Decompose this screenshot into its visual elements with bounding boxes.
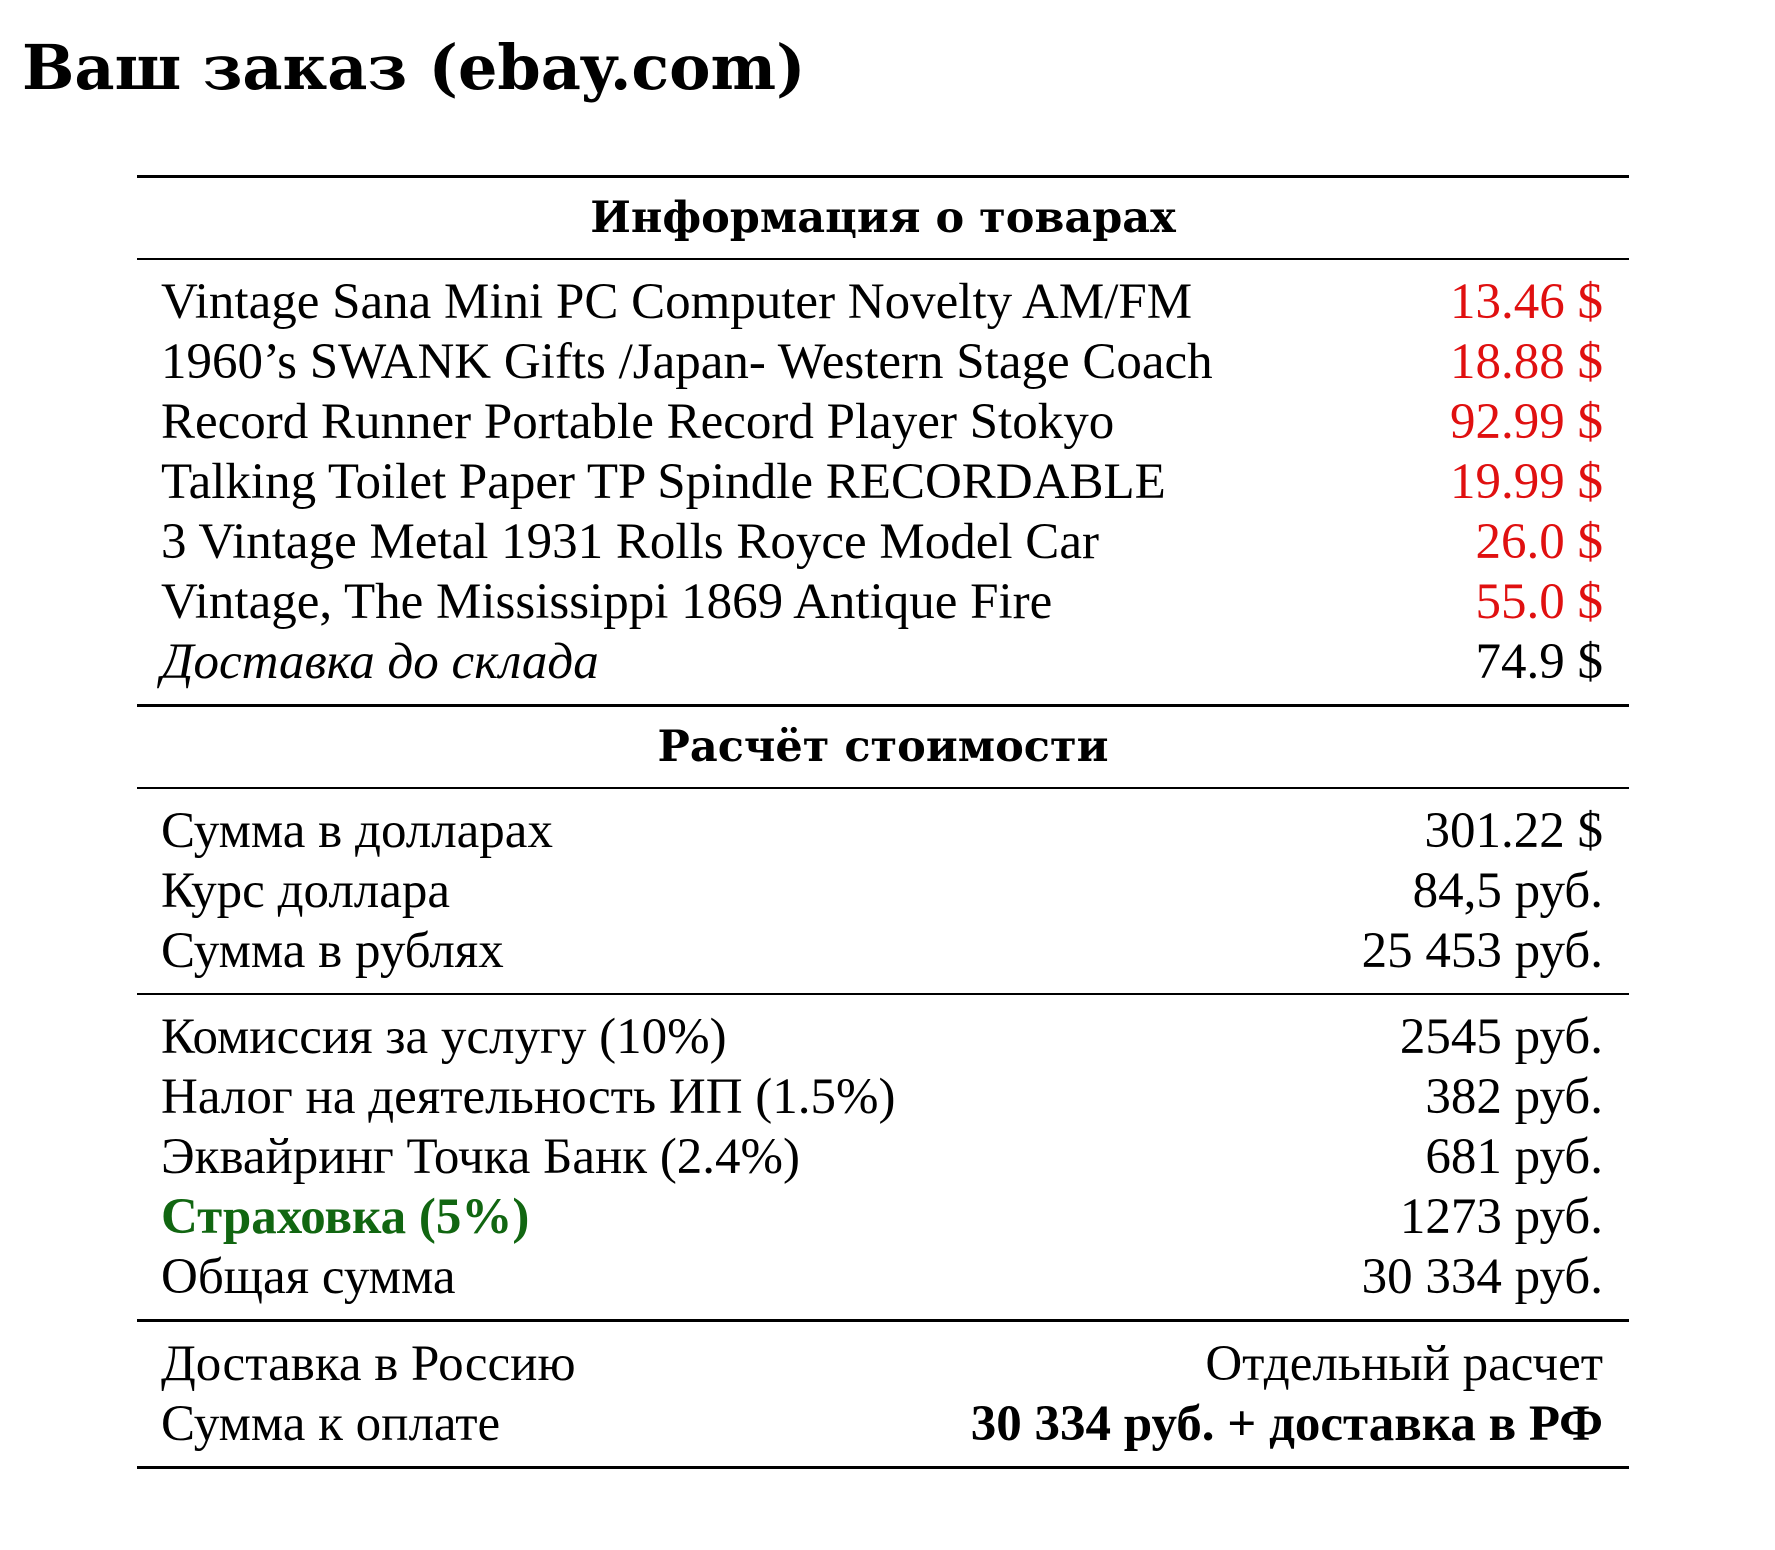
product-row	[137, 332, 1629, 392]
currency-block	[137, 789, 1629, 993]
product-row	[137, 272, 1629, 332]
product-row	[137, 512, 1629, 572]
payable-value: 30 334 руб. + доставка в РФ	[970, 1396, 1603, 1452]
tax-label: Налог на деятельность ИП (1.5%)	[161, 1069, 896, 1125]
delivery-russia-label: Доставка в Россию	[161, 1336, 576, 1392]
delivery-russia-row	[137, 1334, 1629, 1394]
rate-value: 84,5 руб.	[1412, 863, 1603, 919]
total-value: 30 334 руб.	[1361, 1249, 1603, 1305]
usd-sum-value: 301.22 $	[1424, 803, 1603, 859]
insurance-value: 1273 руб.	[1399, 1189, 1603, 1245]
shipping-to-warehouse-value: 74.9 $	[1475, 634, 1603, 690]
tax-value: 382 руб.	[1425, 1069, 1603, 1125]
product-list	[137, 260, 1629, 704]
product-name: 3 Vintage Metal 1931 Rolls Royce Model Car	[161, 514, 1099, 570]
usd-sum-row	[137, 801, 1629, 861]
products-heading: Информация о товарах	[590, 193, 1176, 243]
order-table	[137, 175, 1629, 1469]
product-row	[137, 452, 1629, 512]
shipping-to-warehouse-row	[137, 632, 1629, 692]
product-price: 92.99 $	[1450, 394, 1603, 450]
product-name: Talking Toilet Paper TP Spindle RECORDABLE	[161, 454, 1166, 510]
rub-sum-label: Сумма в рублях	[161, 923, 504, 979]
rate-label: Курс доллара	[161, 863, 451, 919]
calculation-heading: Расчёт стоимости	[657, 722, 1109, 772]
product-name: Record Runner Portable Record Player Stokyo	[161, 394, 1115, 450]
acquiring-label: Эквайринг Точка Банк (2.4%)	[161, 1129, 801, 1185]
total-row	[137, 1247, 1629, 1307]
fees-block	[137, 995, 1629, 1319]
usd-sum-label: Сумма в долларах	[161, 803, 553, 859]
rub-sum-row	[137, 921, 1629, 981]
product-name: 1960’s SWANK Gifts /Japan- Western Stage Coach	[161, 334, 1213, 390]
product-price: 13.46 $	[1450, 274, 1603, 330]
product-price: 19.99 $	[1450, 454, 1603, 510]
product-price: 26.0 $	[1475, 514, 1603, 570]
product-price: 55.0 $	[1475, 574, 1603, 630]
insurance-row	[137, 1187, 1629, 1247]
commission-label: Комиссия за услугу (10%)	[161, 1009, 727, 1065]
payable-row	[137, 1394, 1629, 1454]
bottom-rule	[137, 1466, 1629, 1469]
rub-sum-value: 25 453 руб.	[1361, 923, 1603, 979]
product-price: 18.88 $	[1450, 334, 1603, 390]
insurance-label: Страховка (5%)	[161, 1189, 530, 1245]
rate-row	[137, 861, 1629, 921]
total-label: Общая сумма	[161, 1249, 456, 1305]
acquiring-value: 681 руб.	[1425, 1129, 1603, 1185]
product-row	[137, 392, 1629, 452]
acquiring-row	[137, 1127, 1629, 1187]
commission-row	[137, 1007, 1629, 1067]
final-block	[137, 1322, 1629, 1466]
payable-label: Сумма к оплате	[161, 1396, 501, 1452]
tax-row	[137, 1067, 1629, 1127]
delivery-russia-value: Отдельный расчет	[1205, 1336, 1603, 1392]
product-name: Vintage, The Mississippi 1869 Antique Fire	[161, 574, 1053, 630]
commission-value: 2545 руб.	[1399, 1009, 1603, 1065]
product-row	[137, 572, 1629, 632]
product-name: Vintage Sana Mini PC Computer Novelty AM/FM	[161, 274, 1193, 330]
shipping-to-warehouse-label: Доставка до склада	[161, 634, 599, 690]
page-title: Ваш заказ (ebay.com)	[22, 31, 806, 104]
